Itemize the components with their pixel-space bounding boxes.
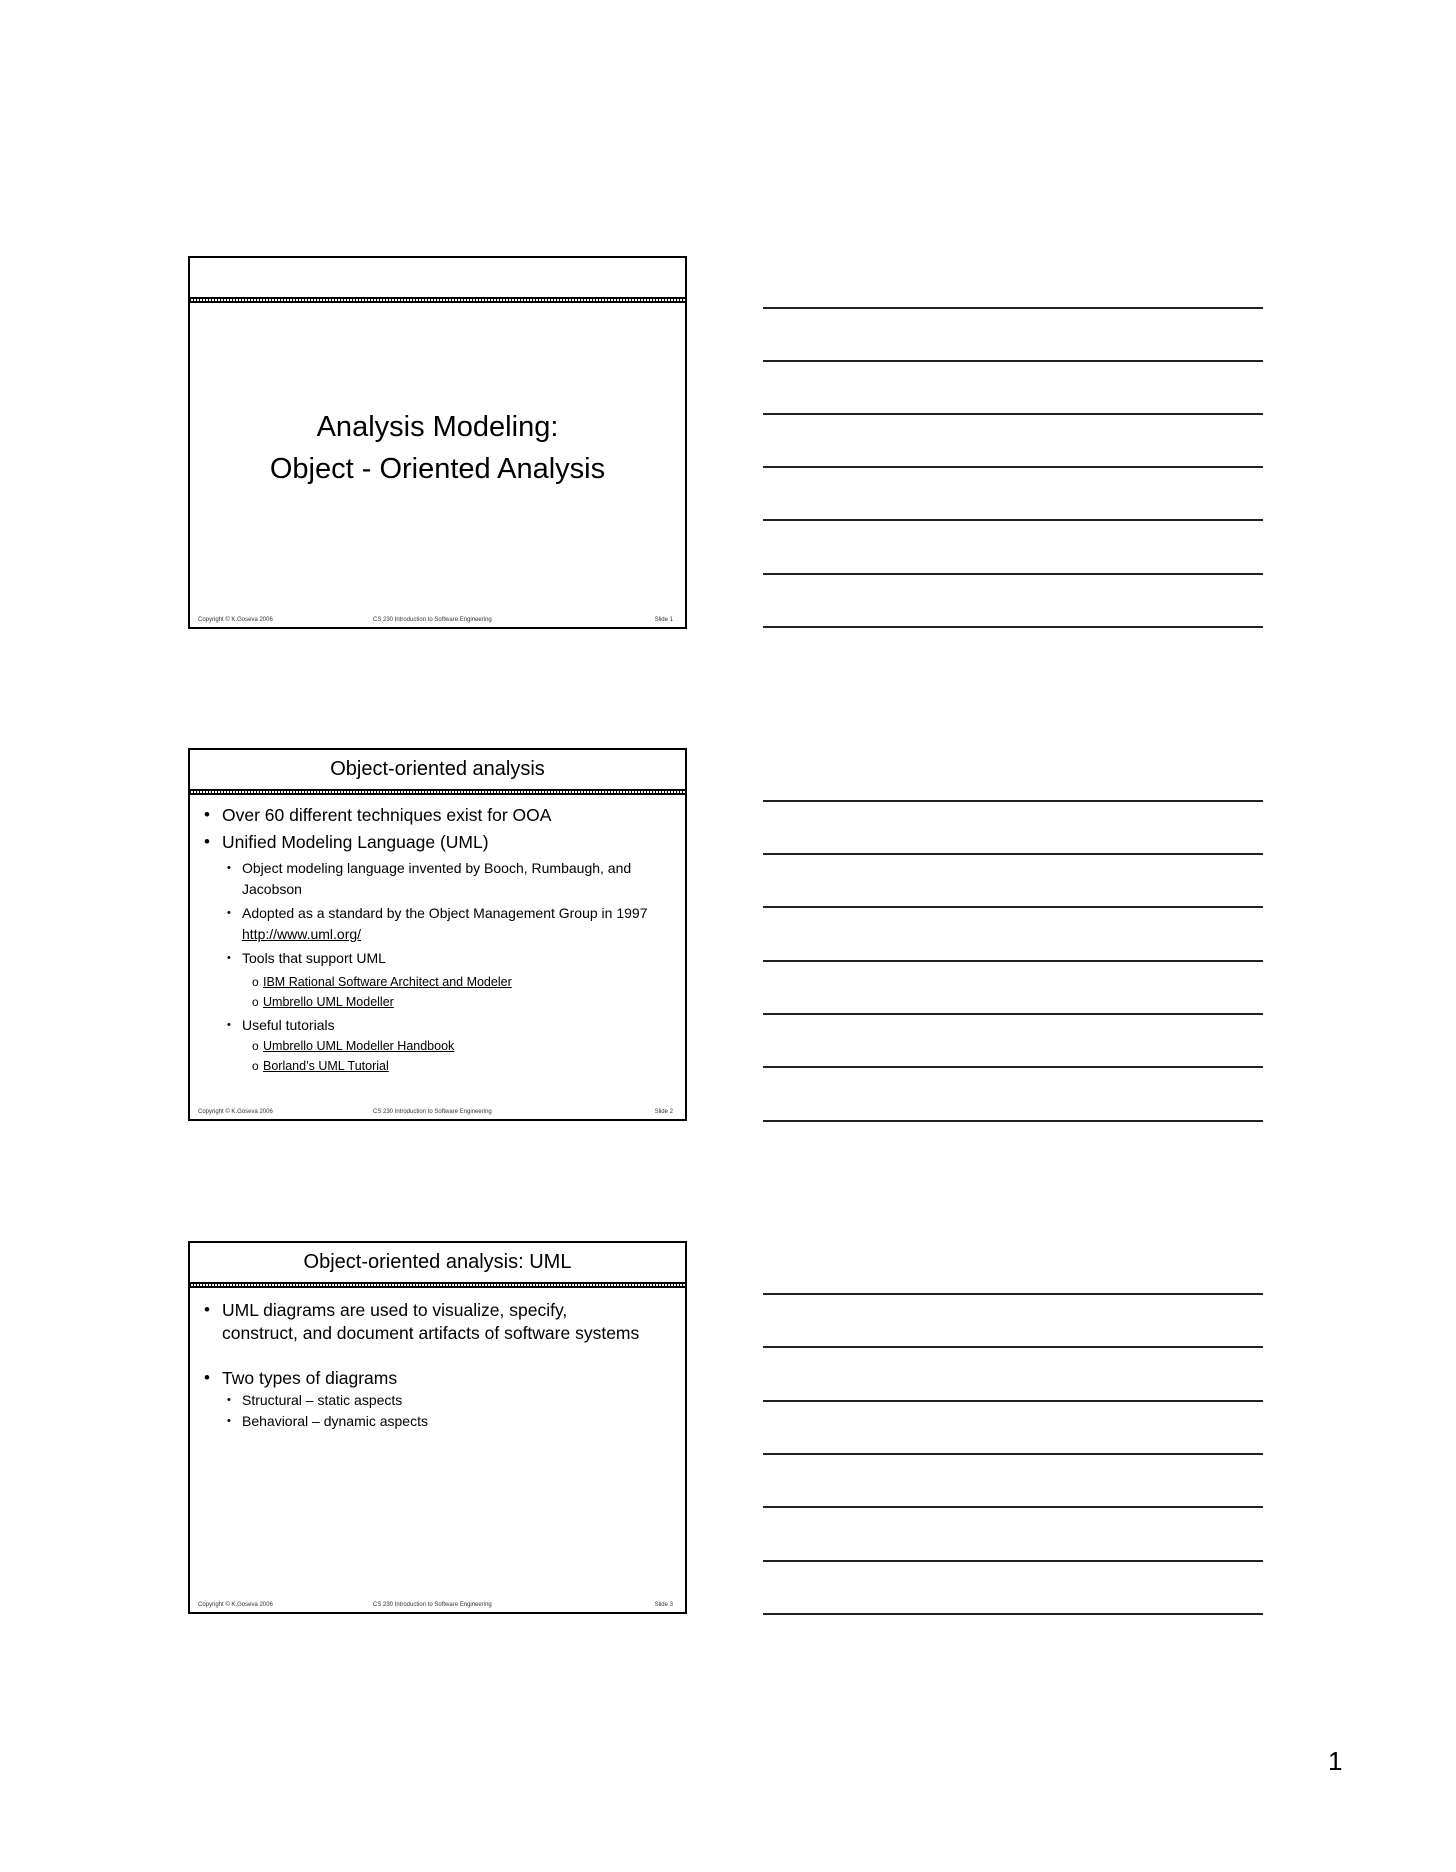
note-line: [763, 413, 1263, 415]
note-line: [763, 573, 1263, 575]
slide-footer: [198, 1107, 673, 1117]
footer-course: CS 230 Introduction to Software Engineering: [373, 1602, 492, 1608]
note-line: [763, 1066, 1263, 1068]
sub-bullet: • Object modeling language invented by Booch, Rumbaugh, and Jacobson: [202, 858, 673, 900]
footer-copyright: Copyright © K.Goseva 2006: [198, 617, 273, 623]
borland-tutorial-link[interactable]: Borland’s UML Tutorial: [263, 1059, 389, 1073]
footer-copyright: Copyright © K.Goseva 2006: [198, 1602, 273, 1608]
note-line: [763, 1453, 1263, 1455]
sub-bullet: • Structural – static aspects: [202, 1390, 645, 1411]
note-line: [763, 1346, 1263, 1348]
note-line: [763, 307, 1263, 309]
slide-footer: [198, 615, 673, 625]
note-line: [763, 1400, 1263, 1402]
ibm-rational-link[interactable]: IBM Rational Software Architect and Modeler: [263, 975, 512, 989]
footer-slide-number: Slide 2: [654, 1109, 673, 1115]
sub-bullet: • Behavioral – dynamic aspects: [202, 1411, 645, 1432]
note-line: [763, 960, 1263, 962]
umbrello-link[interactable]: Umbrello UML Modeller: [263, 995, 394, 1009]
tutorial-item: [202, 1036, 673, 1056]
sub-bullet: • Tools that support UML: [202, 948, 673, 969]
bullet: • Over 60 different techniques exist for OOA: [202, 804, 673, 827]
tutorial-item: [202, 1056, 673, 1076]
slide-3-body: [202, 1299, 645, 1435]
note-line: [763, 906, 1263, 908]
slide-3: [188, 1241, 687, 1614]
note-line: [763, 1293, 1263, 1295]
umbrello-handbook-link[interactable]: Umbrello UML Modeller Handbook: [263, 1039, 455, 1053]
title-rule: [190, 1282, 685, 1288]
note-line: [763, 1120, 1263, 1122]
slide-2: [188, 748, 687, 1121]
footer-slide-number: Slide 3: [654, 1602, 673, 1608]
adopted-text: Adopted as a standard by the Object Management Group in 1997: [242, 905, 648, 921]
note-line: [763, 360, 1263, 362]
tool-item: [202, 972, 673, 992]
note-line: [763, 800, 1263, 802]
slide-3-title: Object-oriented analysis: UML: [303, 1251, 572, 1273]
note-line: [763, 466, 1263, 468]
footer-slide-number: Slide 1: [654, 617, 673, 623]
slide-2-title: Object-oriented analysis: [330, 758, 545, 780]
note-line: [763, 1506, 1263, 1508]
slide-2-body: [202, 804, 673, 1076]
note-line: [763, 853, 1263, 855]
sub-bullet: • Useful tutorials: [202, 1015, 673, 1036]
slide-1: [188, 256, 687, 629]
bullet: • Unified Modeling Language (UML): [202, 831, 673, 854]
footer-course: CS 230 Introduction to Software Engineering: [373, 617, 492, 623]
uml-org-link[interactable]: http://www.uml.org/: [242, 926, 362, 942]
slide-footer: [198, 1600, 673, 1610]
note-line: [763, 1013, 1263, 1015]
bullet: • UML diagrams are used to visualize, specify, construct, and document artifacts of software systems: [202, 1299, 645, 1345]
slide-1-title: [190, 406, 685, 490]
title-rule: [190, 789, 685, 795]
note-line: [763, 1613, 1263, 1615]
page-number: 1: [1328, 1746, 1343, 1776]
footer-course: CS 230 Introduction to Software Engineering: [373, 1109, 492, 1115]
sub-bullet: [202, 903, 673, 945]
note-line: [763, 519, 1263, 521]
title-line-1: Analysis Modeling:: [316, 411, 559, 443]
title-rule: [190, 297, 685, 303]
tool-item: [202, 992, 673, 1012]
note-line: [763, 1560, 1263, 1562]
footer-copyright: Copyright © K.Goseva 2006: [198, 1109, 273, 1115]
title-line-2: Object - Oriented Analysis: [269, 453, 606, 485]
bullet: • Two types of diagrams: [202, 1367, 645, 1390]
note-line: [763, 626, 1263, 628]
